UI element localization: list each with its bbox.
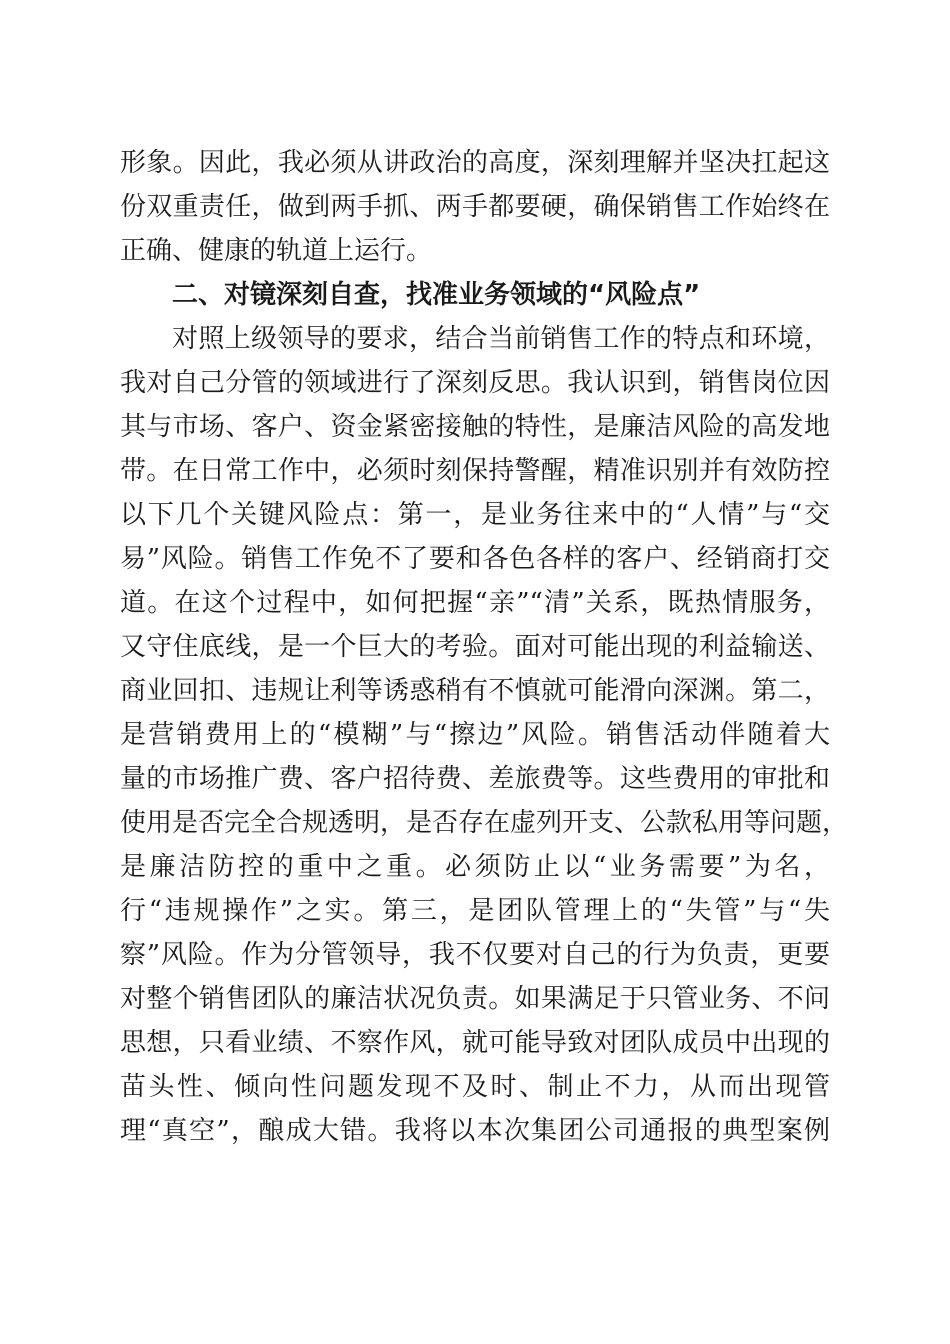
paragraph-line: 对照上级领导的要求，结合当前销售工作的特点和环境，	[172, 324, 830, 354]
paragraph-line: 对整个销售团队的廉洁状况负责。如果满足于只管业务、不问	[120, 984, 830, 1014]
paragraph-line: 我对自己分管的领域进行了深刻反思。我认识到，销售岗位因	[120, 368, 830, 398]
paragraph-line: 苗头性、倾向性问题发现不及时、制止不力，从而出现管	[120, 1072, 830, 1102]
paragraph-line: 商业回扣、违规让利等诱惑稍有不慎就可能滑向深渊。第二，	[120, 676, 830, 706]
paragraph-line: 行“违规操作”之实。第三，是团队管理上的“失管”与“失	[120, 896, 830, 926]
paragraph-line: 份双重责任，做到两手抓、两手都要硬，确保销售工作始终在	[120, 192, 830, 222]
paragraph-line: 察”风险。作为分管领导，我不仅要对自己的行为负责，更要	[120, 940, 830, 970]
paragraph-line: 思想，只看业绩、不察作风，就可能导致对团队成员中出现的	[120, 1028, 830, 1058]
section-heading: 二、对镜深刻自查，找准业务领域的“风险点”	[172, 280, 701, 310]
paragraph-line: 道。在这个过程中，如何把握“亲”“清”关系，既热情服务，	[120, 588, 830, 618]
paragraph-line: 易”风险。销售工作免不了要和各色各样的客户、经销商打交	[120, 544, 830, 574]
paragraph-line: 又守住底线，是一个巨大的考验。面对可能出现的利益输送、	[120, 632, 830, 662]
paragraph-line: 正确、健康的轨道上运行。	[120, 236, 433, 266]
paragraph-line: 其与市场、客户、资金紧密接触的特性，是廉洁风险的高发地	[120, 412, 830, 442]
paragraph-line: 是廉洁防控的重中之重。必须防止以“业务需要”为名，	[120, 852, 830, 882]
paragraph-line: 量的市场推广费、客户招待费、差旅费等。这些费用的审批和	[120, 764, 830, 794]
paragraph-line: 带。在日常工作中，必须时刻保持警醒，精准识别并有效防控	[120, 456, 830, 486]
paragraph-line: 是营销费用上的“模糊”与“擦边”风险。销售活动伴随着大	[120, 720, 830, 750]
paragraph-line: 以下几个关键风险点：第一，是业务往来中的“人情”与“交	[120, 500, 830, 530]
paragraph-line: 理“真空”，酿成大错。我将以本次集团公司通报的典型案例	[120, 1116, 830, 1146]
paragraph-line: 使用是否完全合规透明，是否存在虚列开支、公款私用等问题，	[120, 808, 849, 838]
paragraph-line: 形象。因此，我必须从讲政治的高度，深刻理解并坚决扛起这	[120, 148, 830, 178]
